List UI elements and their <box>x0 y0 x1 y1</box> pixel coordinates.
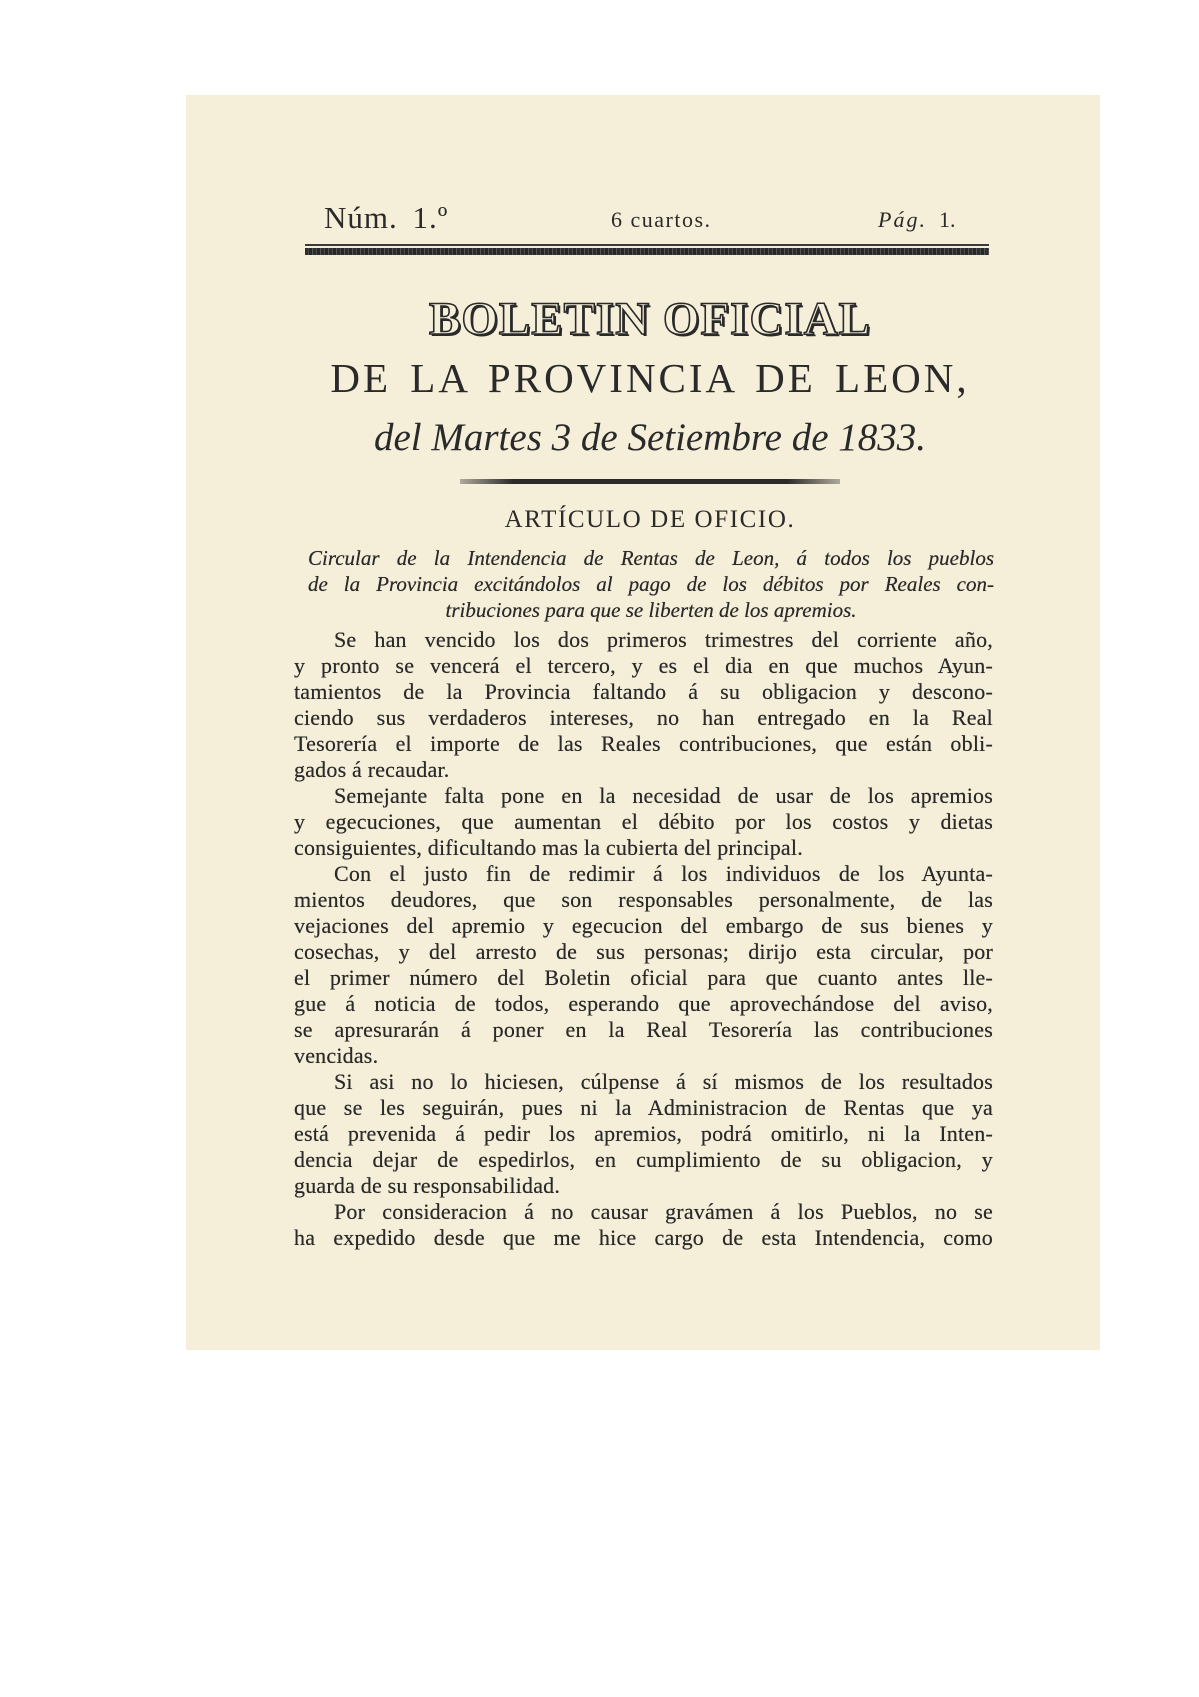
body-line: está prevenida á pedir los apremios, podrá omitirlo, ni la Inten- <box>294 1121 993 1146</box>
body-line: Tesorería el importe de las Reales contribuciones, que están obli- <box>294 731 993 756</box>
body-line: vencidas. <box>294 1043 379 1068</box>
body-line: vejaciones del apremio y egecucion del embargo de sus bienes y <box>294 913 993 938</box>
paragraph <box>294 627 993 783</box>
body-line: Semejante falta pone en la necesidad de usar de los apremios <box>334 783 993 808</box>
body-line: Si asi no lo hiciesen, cúlpense á sí mismos de los resultados <box>334 1069 993 1094</box>
masthead-subtitle: DE LA PROVINCIA DE LEON, <box>330 355 970 401</box>
header-rule-thin <box>305 244 989 246</box>
page-indicator <box>878 206 955 234</box>
paragraph <box>294 1069 993 1199</box>
body-line: y pronto se vencerá el tercero, y es el dia en que muchos Ayun- <box>294 653 993 678</box>
body-line: ciendo sus verdaderos intereses, no han entregado en la Real <box>294 705 993 730</box>
circular-summary <box>308 545 994 623</box>
summary-line: de la Provincia excitándolos al pago de los débitos por Reales con- <box>308 572 994 596</box>
body-line: se apresurarán á poner en la Real Tesorería las contribuciones <box>294 1017 993 1042</box>
issue-number: Núm. 1.º <box>324 200 449 235</box>
paragraph <box>294 783 993 861</box>
body-line: cosechas, y del arresto de sus personas; dirijo esta circular, por <box>294 939 993 964</box>
body-line: Por consideracion á no causar gravámen á los Pueblos, no se <box>334 1199 993 1224</box>
masthead-title: BOLETIN OFICIAL <box>428 293 872 345</box>
article-body <box>294 627 993 1251</box>
paragraph <box>294 861 993 1069</box>
body-line: guarda de su responsabilidad. <box>294 1173 561 1198</box>
body-line: consiguientes, dificultando mas la cubierta del principal. <box>294 835 803 860</box>
page-number: 1. <box>938 207 956 232</box>
body-line: gue á noticia de todos, esperando que aprovechándose del aviso, <box>294 991 993 1016</box>
paragraph <box>294 1199 993 1251</box>
issue-price: 6 cuartos. <box>611 207 712 232</box>
masthead-divider <box>460 479 840 484</box>
body-line: que se les seguirán, pues ni la Administracion de Rentas que ya <box>294 1095 993 1120</box>
section-heading: ARTÍCULO DE OFICIO. <box>504 506 796 533</box>
masthead-date: del Martes 3 de Setiembre de 1833. <box>374 416 926 459</box>
body-line: y egecuciones, que aumentan el débito por los costos y dietas <box>294 809 993 834</box>
body-line: el primer número del Boletin oficial para que cuanto antes lle- <box>294 965 993 990</box>
body-line: Con el justo fin de redimir á los individuos de los Ayunta- <box>334 861 993 886</box>
body-line: tamientos de la Provincia faltando á su obligacion y descono- <box>294 679 993 704</box>
page-label: Pág. <box>878 207 927 232</box>
summary-line: Circular de la Intendencia de Rentas de Leon, á todos los pueblos <box>308 546 994 570</box>
body-line: dencia dejar de espedirlos, en cumplimiento de su obligacion, y <box>294 1147 993 1172</box>
body-line: mientos deudores, que son responsables personalmente, de las <box>294 887 993 912</box>
body-line: ha expedido desde que me hice cargo de esta Intendencia, como <box>294 1225 993 1250</box>
summary-line: tribuciones para que se liberten de los apremios. <box>445 598 857 622</box>
body-line: gados á recaudar. <box>294 757 450 782</box>
header-rule <box>305 248 989 255</box>
body-line: Se han vencido los dos primeros trimestres del corriente año, <box>334 627 993 652</box>
